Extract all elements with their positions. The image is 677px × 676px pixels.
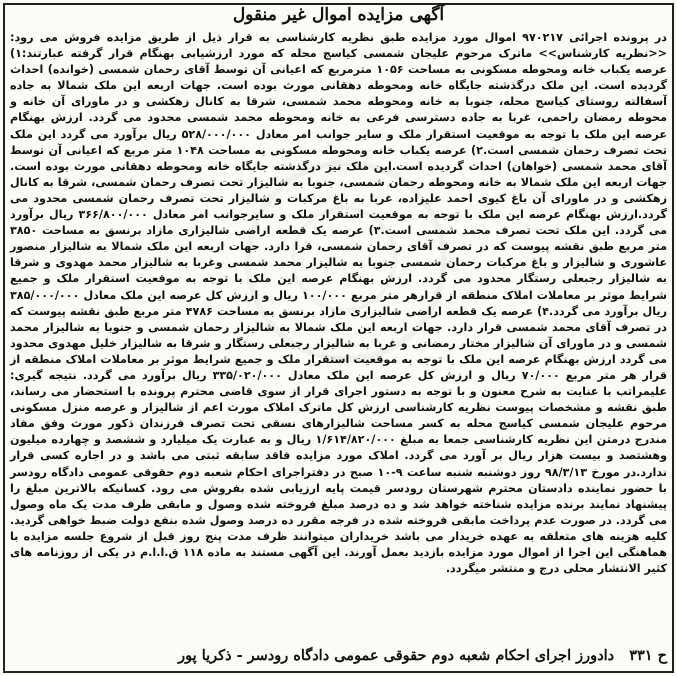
ad-footer (10, 647, 667, 669)
footer-signature: دادورز اجرای احکام شعبه دوم حقوقی عمومی دادگاه رودسر - ذکریا پور (178, 647, 615, 664)
ad-body (10, 30, 667, 577)
ad-title: آگهی مزایده اموال غیر منقول (232, 5, 445, 25)
ad-body-text: در پرونده اجرائی ۹۷۰۲۱۷ اموال مورد مزایده طبق نظریه کارشناسی به قرار ذیل از طریق مزایده فروش می رود:<<نظریه کارشناس>> ماترک مرحوم علیجان شمسی کیاسج محله که مورد ارزشیابی بهنگام قرار گرفته عبارتند:۱) عرصه یکباب خانه ومحوطه مسکونی به مساحت ۱۰۵۶ مترمربع که اعیانی آن توسط آقای رحمان شمسی (خوانده) احداث گردیده است. این ملک درگذشته جایگاه خانه ومحوطه دهقانی مورث بوده است. جهات اربعه این ملک شمالا به جاده آسفالته روستای کیاسج محله، جنوبا به خانه ومحوطه محمد شمسی، شرقا به کانال زهکشی و در ماورای آن خانه و محوطه رمضان راحمی، غربا به جاده دسترسی فرعی به خانه ومحوطه محمد شمسی محدود می گردد. ارزش بهنگام عرصه این ملک با توجه به موقعیت استقرار ملک و سایر جوانب امر معادل ۵۲۸/۰۰۰/۰۰۰ ریال برآورد می گردد این ملک تحت تصرف رحمان شمسی است.۲) عرصه یکباب خانه ومحوطه مسکونی به مساحت ۱۰۴۸ متر مربع که اعیانی آن توسط آقای محمد شمسی (خواهان) احداث گردیده است.این ملک نیز درگذشته جایگاه خانه ومحوطه دهقانی مورث بوده است. جهات اربعه این ملک شمالا به خانه ومحوطه رحمان شمسی، جنوبا به شالیزار تحت تصرف رحمان شمسی، شرقا به کانال زهکشی و در ماورای آن باغ کیوی احمد علیزاده، غربا به باغ مرکبات و شالیزار تحت تصرف رحمان شمسی محدود می گردد.ارزش بهنگام عرصه این ملک با توجه به موقعیت استقرار ملک و سایرجوانب امر معادل ۳۶۶/۸۰۰/۰۰۰ ریال برآورد می گردد. این ملک تحت تصرف محمد شمسی است.۳) عرصه یک قطعه اراضی شالیزاری مازاد برنسق به مساحت ۳۸۵۰ متر مربع طبق نقشه پیوست که در تصرف آقای رحمان شمسی، قرا دارد. جهات اربعه این ملک شمالا به شالیزار منصور عاشوری و شالیزار و باغ مرکبات رحمان شمسی جنوبا به شالیزار محمد شمسی وغربا به شالیزار محمد مهدوی و شرقا به شالیزار رجبعلی رستگار محدود می گردد. ارزش بهنگام عرصه این ملک با توجه به موقعیت استقرار ملک و جمیع شرایط موثر بر معاملات املاک منطقه از قرارهر متر مربع ۱۰۰/۰۰۰ ریال و ارزش کل عرصه این ملک معادل ۳۸۵/۰۰۰/۰۰۰ ریال برآورد می گردد.۴) عرصه یک قطعه اراضی شالیزاری مازاد برنسق به مساحت ۴۷۸۶ متر مربع طبق نقشه پیوست که در تصرف آقای محمد شمسی قرار دارد. جهات اربعه این ملک شمالا به شالیزار رحمان شمسی و جنوبا به شالیزار محمد شمسی و در ماورای آن شالیزار مختار رمضانی و غربا به شالیزار رجبعلی رستگار و شرقا به شالیزار خلیل مهدوی محدود می گردد ارزش بهنگام عرصه این ملک با توجه به موقعیت استقرار ملک و جمیع شرایط موثر بر معاملات املاک منطقه از قرار هر متر مربع ۷۰/۰۰۰ ریال و ارزش کل عرصه این ملک معادل ۳۳۵/۰۲۰/۰۰۰ ریال برآورد می گردد. نتیجه گیری: علیمراتب با عنایت به شرح معنون و با توجه به دستور اجرای قرار از سوی قاضی محترم پرونده با استحضار می رساند، طبق نقشه و مشخصات پیوست نظریه کارشناسی ارزش کل ماترک املاک مورث اعم از شالیزار و عرصه منزل مسکونی مرحوم علیجان شمسی کیاسج محله به کسر مساحت شالیزارهای نسقی تحت تصرف فرزندان ذکور مورث وفق مفاد مندرج درمتن این نظریه کارشناسی جمعا به مبلغ ۱/۶۱۴/۸۲۰/۰۰۰ ریال و به عبارت یک میلیارد و ششصد و چهارده میلیون وهشتصد و بیست هزار ریال بر آورد می گردد. املاک مورد مزایده فاقد سابقه ثبتی می باشد و در اجاره کسی قرار ندارد.در مورخ ۹۸/۳/۱۳ روز دوشنبه شنبه ساعت ۹-۱۰ صبح در دفتراجرای احکام شعبه دوم حقوقی عمومی دادگاه رودسر با حضور نماینده دادستان محترم شهرستان رودسر قیمت پایه ارزیابی شده بفروش می رود. کسانیکه بالاترین مبلغ را پیشنهاد نمایند برنده مزایده شناخته خواهد شد و ده درصد مبلغ فروخته شده وصول و مابقی ظرف مدت یک ماه وصول می گردد. در صورت عدم پرداخت مابقی فروخته شده در فرجه مقرر ده درصد وصول شده بنفع دولت ضبط خواهی گردید. کلیه هزینه های متعلقه به عهده خریدار می باشد خریداران میتوانند ظرف مدت پنج روز قبل از شروع جلسه مزایده با هماهنگی این اجرا از اموال مورد مزایده بازدید بعمل آورند. این آگهی مستند به ماده ۱۱۸ ق.ا.ا.م در یکی از روزنامه های کثیر الانتشار محلی درج و منتشر میگردد. (10, 31, 668, 576)
footer-code: ح ۳۳۱ (629, 647, 667, 664)
